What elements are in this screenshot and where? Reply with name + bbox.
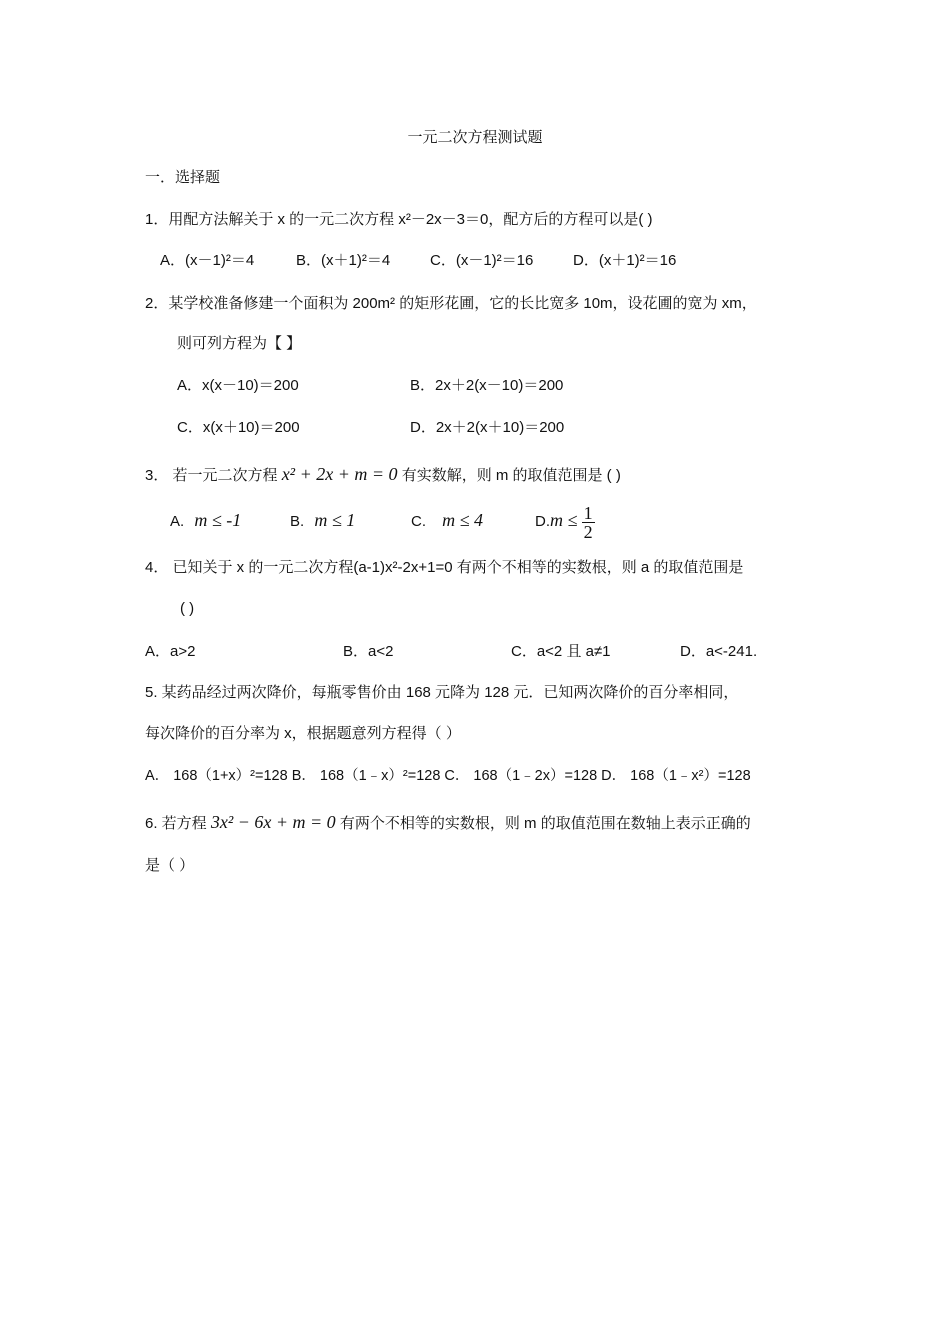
question-3-option-d-label: D. [535, 513, 550, 530]
question-4-option-d: D．a<-241. [680, 643, 758, 660]
question-3-option-b [290, 510, 355, 532]
fraction-numerator: 1 [583, 502, 593, 523]
question-6-formula: 3x² − 6x + m = 0 [210, 812, 336, 832]
question-3-option-d [535, 498, 595, 544]
question-6-prefix: 6. 若方程 [145, 815, 207, 832]
question-3-option-d-fraction [582, 504, 595, 541]
question-3-option-c [411, 510, 483, 532]
question-6-stem-line2: 是（ ） [145, 857, 195, 874]
question-2-option-c: C．x(x＋10)＝200 [177, 419, 300, 436]
question-3-option-a-label: A. [170, 513, 185, 530]
question-4-stem-line2: ( ) [180, 600, 195, 617]
question-1-option-d: D．(x＋1)²＝16 [573, 252, 677, 269]
question-3-stem [145, 464, 621, 486]
question-3-option-d-math: m ≤ [550, 510, 578, 530]
question-2-stem-line1: 2．某学校准备修建一个面积为 200m² 的矩形花圃，它的长比宽多 10m，设花圃的宽为 xm， [145, 295, 757, 312]
question-3-option-b-label: B. [290, 513, 305, 530]
question-5-stem-line1: 5. 某药品经过两次降价，每瓶零售价由 168 元降为 128 元．已知两次降价的百分率相同， [145, 684, 739, 701]
question-2-stem-line2: 则可列方程为【 】 [177, 335, 302, 352]
question-6-suffix: 有两个不相等的实数根，则 m 的取值范围在数轴上表示正确的 [339, 815, 751, 832]
question-3-formula: x² + 2x + m = 0 [281, 464, 398, 484]
question-6-stem [145, 812, 751, 834]
fraction-denominator: 2 [583, 521, 593, 542]
question-4-option-a: A．a>2 [145, 643, 196, 660]
question-2-option-d: D．2x＋2(x＋10)＝200 [410, 419, 565, 436]
question-1-option-c: C．(x－1)²＝16 [430, 252, 534, 269]
question-3-option-b-math: m ≤ 1 [314, 510, 356, 530]
question-1-option-a: A．(x－1)²＝4 [160, 252, 255, 269]
question-2-option-a: A．x(x－10)＝200 [177, 377, 299, 394]
section-heading: 一．选择题 [145, 169, 221, 186]
question-3-option-c-label: C. [411, 513, 426, 530]
question-4-option-c: C．a<2 且 a≠1 [511, 643, 611, 660]
page-title: 一元二次方程测试题 [407, 128, 543, 146]
question-1-stem: 1．用配方法解关于 x 的一元二次方程 x²－2x－3＝0，配方后的方程可以是( ) [145, 211, 653, 228]
question-3-prefix: 3． 若一元二次方程 [145, 467, 278, 484]
question-2-option-b: B．2x＋2(x－10)＝200 [410, 377, 564, 394]
question-3-option-a [170, 510, 241, 532]
question-5-stem-line2: 每次降价的百分率为 x，根据题意列方程得（ ） [145, 725, 461, 742]
question-4-option-b: B．a<2 [343, 643, 394, 660]
question-3-suffix: 有实数解，则 m 的取值范围是 ( ) [401, 467, 621, 484]
question-3-option-a-math: m ≤ -1 [194, 510, 242, 530]
question-4-stem-line1: 4． 已知关于 x 的一元二次方程(a-1)x²-2x+1=0 有两个不相等的实数根，则 a 的取值范围是 [145, 559, 744, 576]
question-3-option-c-math: m ≤ 4 [442, 510, 484, 530]
question-5-options: A． 168（1+x）²=128 B． 168（1﹣x）²=128 C． 168（1﹣2x）=128 D． 168（1﹣x²）=128 [145, 768, 751, 784]
question-1-option-b: B．(x＋1)²＝4 [296, 252, 391, 269]
